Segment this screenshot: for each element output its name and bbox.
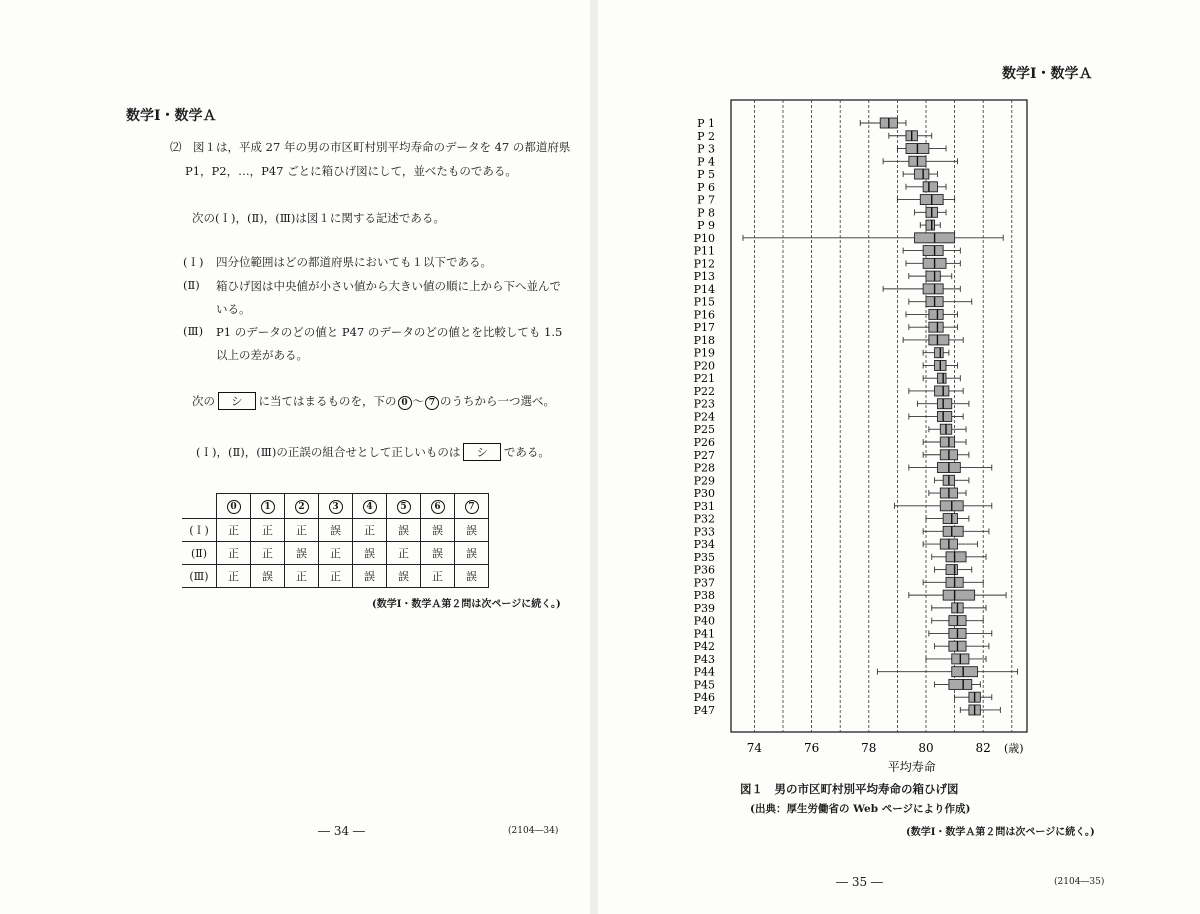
category-label: P 4 xyxy=(697,155,715,169)
option-2-header: 2 xyxy=(295,500,309,514)
category-label: P25 xyxy=(693,423,715,437)
left-page xyxy=(0,0,590,914)
box xyxy=(937,373,946,383)
box xyxy=(940,437,954,447)
boxplot-chart xyxy=(598,0,1200,800)
box xyxy=(946,565,957,575)
table-cell: 正 xyxy=(421,565,455,588)
row-label: (Ⅲ) xyxy=(182,565,217,588)
category-label: P31 xyxy=(693,499,715,513)
category-label: P37 xyxy=(693,576,715,590)
statement-2-label: (Ⅱ) xyxy=(183,278,200,292)
x-axis-label: 平均寿命 xyxy=(887,760,936,774)
x-tick-label: 74 xyxy=(746,741,763,755)
category-label: P33 xyxy=(693,525,715,539)
table-cell: 正 xyxy=(285,565,319,588)
category-label: P44 xyxy=(693,665,715,679)
table-cell: 正 xyxy=(217,519,251,542)
figure-source: (出典：厚生労働省の Web ページにより作成) xyxy=(750,803,971,815)
table-cell: 誤 xyxy=(387,565,421,588)
page-number-right: ― 35 ― xyxy=(836,875,883,889)
category-label: P43 xyxy=(693,652,715,666)
table-cell: 誤 xyxy=(319,519,353,542)
box xyxy=(929,322,943,332)
category-label: P27 xyxy=(693,448,715,462)
category-label: P16 xyxy=(693,308,715,322)
table-cell: 誤 xyxy=(387,519,421,542)
circled-digit-end: 7 xyxy=(425,396,439,410)
combination-pre: (Ｉ)，(Ⅱ)，(Ⅲ)の正誤の組合せとして正しいものは xyxy=(196,445,461,459)
category-label: P18 xyxy=(693,333,715,347)
right-page xyxy=(598,0,1200,914)
category-label: P 7 xyxy=(697,193,715,207)
figure-caption: 図１ 男の市区町村別平均寿命の箱ひげ図 xyxy=(740,782,959,796)
table-cell: 正 xyxy=(217,565,251,588)
continue-note-left: (数学Ⅰ・数学Ａ第２問は次ページに続く。) xyxy=(372,599,561,610)
category-label: P42 xyxy=(693,640,715,654)
category-label: P26 xyxy=(693,436,715,449)
combination-line xyxy=(196,443,550,461)
box xyxy=(935,386,949,396)
table-cell: 正 xyxy=(285,519,319,542)
statement-3-text-cont: 以上の差がある。 xyxy=(216,348,308,362)
table-cell: 正 xyxy=(319,542,353,565)
statement-3-text: P1 のデータのどの値と P47 のデータのどの値とを比較しても 1.5 xyxy=(216,325,563,339)
option-4-header: 4 xyxy=(363,500,377,514)
page-number-left: ― 34 ― xyxy=(318,824,365,838)
category-label: P 1 xyxy=(697,117,715,130)
left-page-header: 数学Ⅰ・数学Ａ xyxy=(126,108,217,124)
combination-post: である。 xyxy=(503,445,550,459)
box xyxy=(937,399,951,409)
table-cell: 誤 xyxy=(353,565,387,588)
statement-1-text: 四分位範囲はどの都道府県においても１以下である。 xyxy=(216,255,492,269)
box xyxy=(926,271,940,281)
category-label: P45 xyxy=(693,678,715,692)
answer-blank-2: シ xyxy=(463,443,501,461)
plot-frame xyxy=(731,100,1027,732)
box xyxy=(929,335,949,345)
category-label: P21 xyxy=(693,372,715,386)
table-row xyxy=(182,565,489,588)
category-label: P39 xyxy=(693,601,715,615)
answer-blank: シ xyxy=(218,392,256,410)
category-label: P36 xyxy=(693,563,715,577)
category-label: P 8 xyxy=(697,206,715,220)
table-cell: 正 xyxy=(319,565,353,588)
category-label: P 9 xyxy=(697,219,715,233)
box xyxy=(937,411,951,421)
table-cell: 正 xyxy=(353,519,387,542)
instruction-line xyxy=(192,392,555,410)
box xyxy=(943,526,963,536)
box xyxy=(926,220,935,230)
category-label: P35 xyxy=(693,550,715,564)
option-6-header: 6 xyxy=(431,500,445,514)
row-label: (Ｉ) xyxy=(182,519,217,542)
x-tick-label: 82 xyxy=(975,741,991,755)
category-label: P30 xyxy=(693,487,715,501)
category-label: P17 xyxy=(693,321,715,335)
category-label: P38 xyxy=(693,589,715,603)
box xyxy=(923,246,943,256)
right-page-header: 数学Ⅰ・数学Ａ xyxy=(1002,66,1093,82)
statements-intro: 次の(Ｉ)，(Ⅱ)，(Ⅲ)は図１に関する記述である。 xyxy=(192,211,445,225)
box xyxy=(929,309,943,319)
x-tick-label: 76 xyxy=(803,741,820,755)
box xyxy=(935,348,944,358)
box xyxy=(943,590,974,600)
statement-3-label: (Ⅲ) xyxy=(183,324,204,338)
x-tick-label: 78 xyxy=(861,741,877,755)
category-label: P47 xyxy=(693,703,715,717)
x-tick-label: 80 xyxy=(918,741,934,755)
table-cell: 正 xyxy=(251,519,285,542)
instruction-post: のうちから一つ選べ。 xyxy=(440,394,555,408)
category-label: P 6 xyxy=(697,180,715,194)
table-row xyxy=(182,519,489,542)
box xyxy=(946,552,966,562)
category-label: P 5 xyxy=(697,168,715,182)
range-tilde: ～ xyxy=(412,394,424,408)
row-label: (Ⅱ) xyxy=(182,542,217,565)
category-label: P 3 xyxy=(697,142,715,156)
option-7-header: 7 xyxy=(465,500,479,514)
category-label: P13 xyxy=(693,270,715,284)
table-cell: 誤 xyxy=(455,565,489,588)
box xyxy=(923,182,937,192)
table-cell: 誤 xyxy=(285,542,319,565)
table-cell: 正 xyxy=(217,542,251,565)
table-cell: 誤 xyxy=(455,542,489,565)
category-label: P15 xyxy=(693,295,715,309)
table-cell: 正 xyxy=(387,542,421,565)
table-cell: 誤 xyxy=(421,542,455,565)
box xyxy=(952,667,978,677)
category-label: P20 xyxy=(693,359,715,373)
option-5-header: 5 xyxy=(397,500,411,514)
answer-options-table xyxy=(182,493,489,588)
table-cell: 正 xyxy=(251,542,285,565)
statement-1-label: (Ｉ) xyxy=(183,255,204,269)
category-label: P32 xyxy=(693,512,715,526)
category-label: P29 xyxy=(693,474,715,488)
page-code-right: (2104―35) xyxy=(1054,877,1105,887)
table-cell: 誤 xyxy=(353,542,387,565)
category-label: P11 xyxy=(693,244,715,258)
category-label: P19 xyxy=(693,346,715,360)
instruction-pre: 次の xyxy=(192,394,215,408)
category-label: P22 xyxy=(693,384,715,398)
page-code-left: (2104―34) xyxy=(508,826,559,836)
table-cell: 誤 xyxy=(421,519,455,542)
category-label: P46 xyxy=(693,691,715,705)
box xyxy=(923,284,943,294)
category-label: P41 xyxy=(693,627,715,641)
category-label: P14 xyxy=(693,282,715,296)
table-cell: 誤 xyxy=(455,519,489,542)
category-label: P40 xyxy=(693,614,715,628)
option-1-header: 1 xyxy=(261,500,275,514)
circled-digit-start: 0 xyxy=(398,396,412,410)
category-label: P24 xyxy=(693,410,715,424)
table-cell: 誤 xyxy=(251,565,285,588)
category-label: P12 xyxy=(693,257,715,271)
category-label: P34 xyxy=(693,538,715,552)
box xyxy=(949,679,972,689)
category-label: P28 xyxy=(693,461,715,475)
statement-2-text-cont: いる。 xyxy=(216,302,251,316)
category-label: P 2 xyxy=(697,129,715,143)
table-row xyxy=(182,542,489,565)
category-label: P23 xyxy=(693,397,715,411)
continue-note-right: (数学Ⅰ・数学Ａ第２問は次ページに続く。) xyxy=(906,827,1095,838)
question-line-1: ⑵ 図１は，平成 27 年の男の市区町村別平均寿命のデータを 47 の都道府県 xyxy=(170,140,571,154)
question-line-2: P1，P2，…，P47 ごとに箱ひげ図にして，並べたものである。 xyxy=(185,164,517,178)
option-0-header: 0 xyxy=(227,500,241,514)
x-unit-label: (歳) xyxy=(1004,742,1024,755)
instruction-mid: に当てはまるものを，下の xyxy=(258,394,397,408)
box xyxy=(915,169,929,179)
option-3-header: 3 xyxy=(329,500,343,514)
box xyxy=(943,514,957,524)
category-label: P10 xyxy=(693,231,715,245)
statement-2-text: 箱ひげ図は中央値が小さい値から大きい値の順に上から下へ並んで xyxy=(216,279,561,293)
